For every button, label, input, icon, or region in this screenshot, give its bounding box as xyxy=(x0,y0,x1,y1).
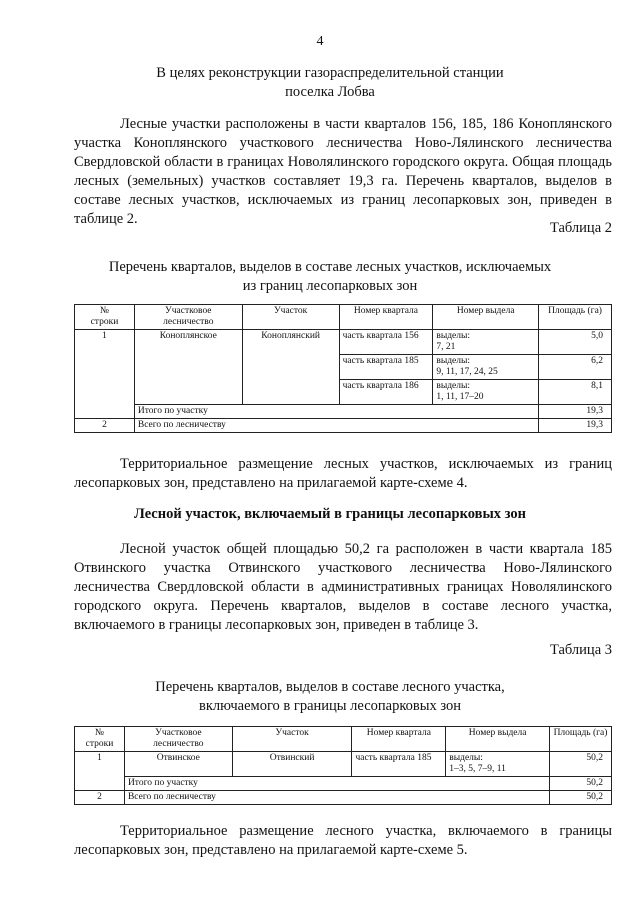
table3-title-line-1: Перечень кварталов, выделов в составе лесного участка, xyxy=(155,679,505,695)
row-quarter: часть квартала 156 xyxy=(339,330,433,355)
header-plot: Участок xyxy=(242,305,339,330)
row-num: 1 xyxy=(75,330,135,355)
page-number: 4 xyxy=(316,34,324,49)
total-label: Всего по лесничеству xyxy=(124,791,549,805)
row-quarter: часть квартала 186 xyxy=(339,380,433,405)
row-plot: Коноплянский xyxy=(242,330,339,355)
row-forestry: Отвинское xyxy=(124,752,232,777)
paragraph-2: Территориальное размещение лесных участков, исключаемых из границ лесопарковых зон, представлено на прилагаемой карте-схеме 4. xyxy=(74,456,612,491)
table3-title xyxy=(60,678,600,716)
header-num: № строки xyxy=(75,305,135,330)
total-value: 19,3 xyxy=(539,419,612,433)
header-quarter: Номер квартала xyxy=(339,305,433,330)
total-value: 50,2 xyxy=(550,791,612,805)
paragraph-4: Территориальное размещение лесного участка, включаемого в границы лесопарковых зон, представлено на прилагаемой карте-схеме 5. xyxy=(74,823,612,858)
subtotal-value: 19,3 xyxy=(539,405,612,419)
table-row xyxy=(75,355,612,380)
total-num: 2 xyxy=(75,791,125,805)
row-quarter: часть квартала 185 xyxy=(352,752,446,777)
row-quarter: часть квартала 185 xyxy=(339,355,433,380)
total-label: Всего по лесничеству xyxy=(134,419,538,433)
table-subtotal-row xyxy=(75,405,612,419)
table-row xyxy=(75,380,612,405)
header-allotment: Номер выдела xyxy=(446,727,550,752)
section-heading xyxy=(60,64,600,102)
table-2 xyxy=(74,304,612,433)
subtotal-label: Итого по участку xyxy=(124,777,549,791)
header-allotment: Номер выдела xyxy=(433,305,539,330)
table2-label: Таблица 2 xyxy=(549,220,612,236)
table-total-row xyxy=(75,791,612,805)
row-allotment: выделы: 9, 11, 17, 24, 25 xyxy=(433,355,539,380)
row-allotment: выделы: 1, 11, 17–20 xyxy=(433,380,539,405)
table2-title-line-2: из границ лесопарковых зон xyxy=(242,278,418,294)
table-header-row xyxy=(75,727,612,752)
subtotal-label: Итого по участку xyxy=(134,405,538,419)
table-row xyxy=(75,330,612,355)
row-allotment: выделы: 1–3, 5, 7–9, 11 xyxy=(446,752,550,777)
row-plot: Отвинский xyxy=(232,752,352,777)
table-header-row xyxy=(75,305,612,330)
table3-title-line-2: включаемого в границы лесопарковых зон xyxy=(198,698,462,714)
row-area: 6,2 xyxy=(539,355,612,380)
total-num: 2 xyxy=(75,419,135,433)
header-area: Площадь (га) xyxy=(550,727,612,752)
table2-title-line-1: Перечень кварталов, выделов в составе лесных участков, исключаемых xyxy=(108,259,552,275)
table-row xyxy=(75,752,612,777)
header-plot: Участок xyxy=(232,727,352,752)
table3-label: Таблица 3 xyxy=(549,642,612,658)
table-total-row xyxy=(75,419,612,433)
subtotal-value: 50,2 xyxy=(550,777,612,791)
header-forestry: Участковое лесничество xyxy=(124,727,232,752)
table-subtotal-row xyxy=(75,777,612,791)
row-area: 50,2 xyxy=(550,752,612,777)
header-quarter: Номер квартала xyxy=(352,727,446,752)
row-forestry: Коноплянское xyxy=(134,330,242,355)
header-area: Площадь (га) xyxy=(539,305,612,330)
section-heading-line-2: поселка Лобва xyxy=(285,84,375,100)
row-area: 5,0 xyxy=(539,330,612,355)
paragraph-1: Лесные участки расположены в части кварталов 156, 185, 186 Коноплянского участка Коноплянского участкового лесничества Ново-Лялинского лесничества Свердловской области в границах Новолялинского городского округа. Общая площадь лесных (земельных) участков составляет 19,3 га. Перечень кварталов, выделов в составе лесных участков, исключаемых из границ лесопарковых зон, приведен в таблице 2. xyxy=(74,116,612,227)
section-heading-line-1: В целях реконструкции газораспределительной станции xyxy=(156,65,504,81)
header-forestry: Участковое лесничество xyxy=(134,305,242,330)
paragraph-3: Лесной участок общей площадью 50,2 га расположен в части квартала 185 Отвинского участка Отвинского участкового лесничества Ново-Лялинского лесничества Свердловской области в административных границах Новолялинского городского округа. Перечень кварталов, выделов в составе лесного участка, включаемого в границы лесопарковых зон, приведен в таблице 3. xyxy=(74,541,612,633)
table-3 xyxy=(74,726,612,805)
row-area: 8,1 xyxy=(539,380,612,405)
header-num: № строки xyxy=(75,727,125,752)
row-num: 1 xyxy=(75,752,125,777)
table2-title xyxy=(60,258,600,296)
row-allotment: выделы: 7, 21 xyxy=(433,330,539,355)
section-heading-2: Лесной участок, включаемый в границы лесопарковых зон xyxy=(133,506,527,522)
